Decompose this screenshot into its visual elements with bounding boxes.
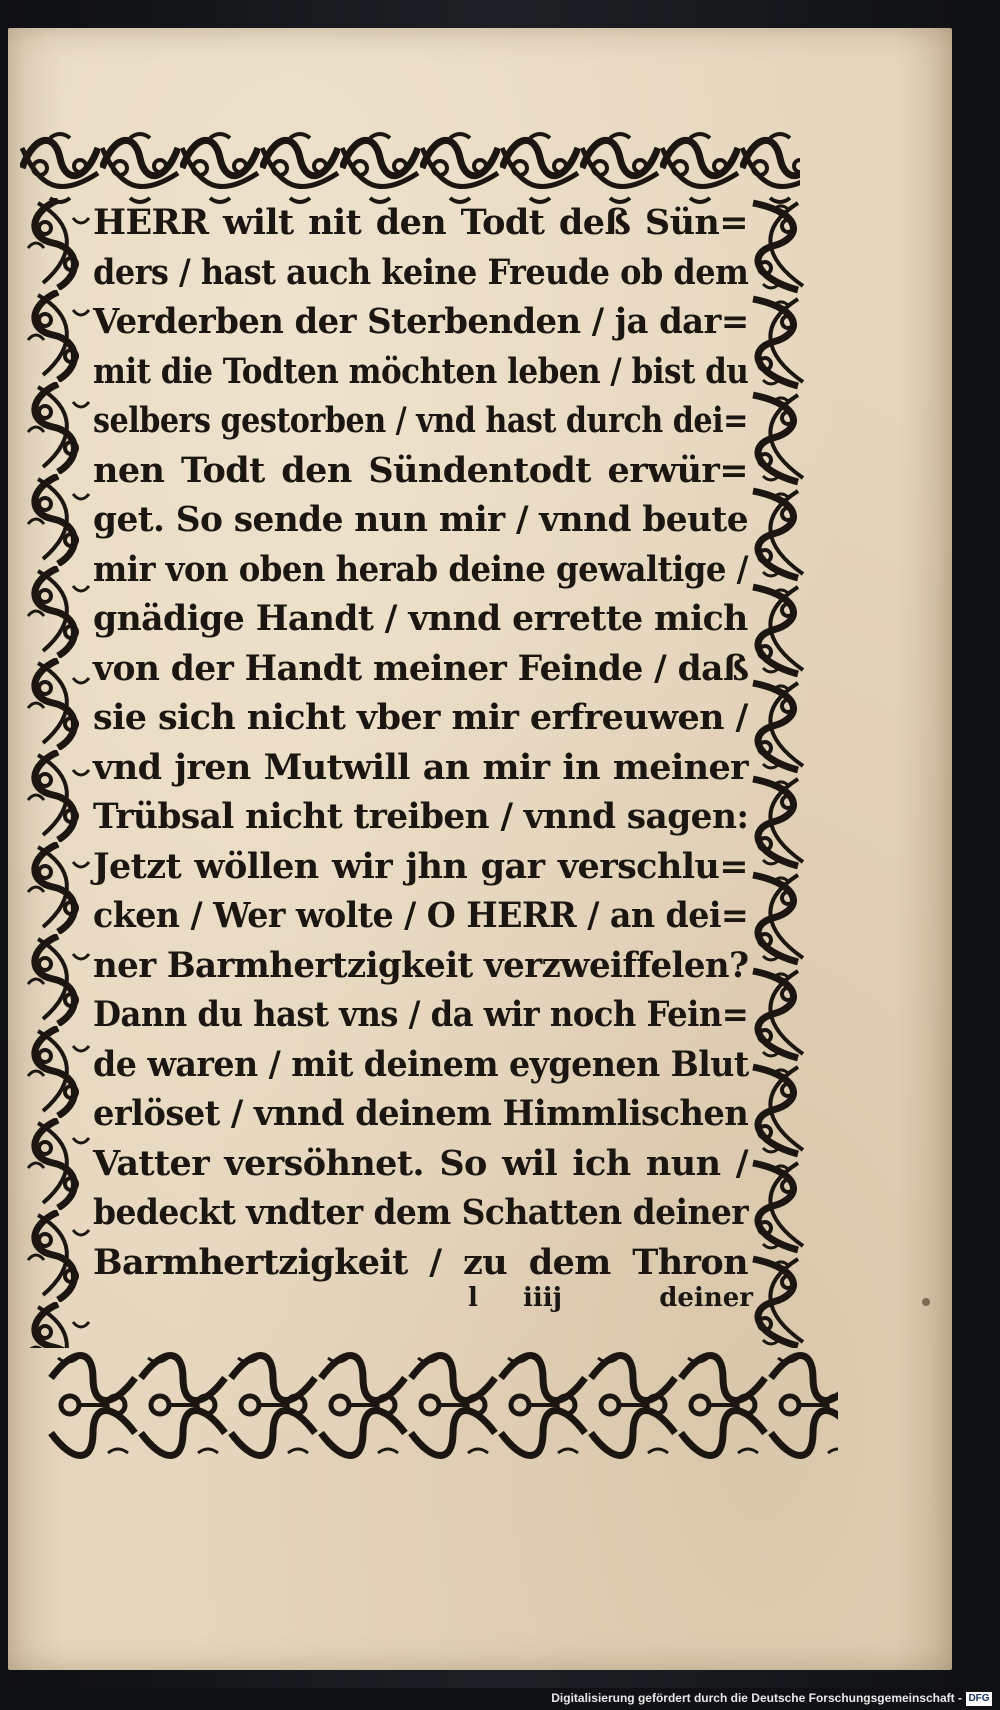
ornament-border-top xyxy=(20,128,800,208)
text-line: HERR wilt nit den Todt deß Sün= xyxy=(93,202,748,243)
book-page xyxy=(8,28,952,1670)
text-line: sie sich nicht vber mir erfreuwen / xyxy=(93,697,748,738)
page-footer xyxy=(468,1283,753,1323)
text-line: cken / Wer wolte / O HERR / an dei= xyxy=(93,895,749,936)
text-line: vnd jren Mutwill an mir in meiner xyxy=(93,746,748,788)
text-line: ders / hast auch keine Freude ob dem xyxy=(93,251,749,293)
signature-mark-number: iiij xyxy=(523,1283,563,1313)
text-block xyxy=(93,198,753,1287)
text-line: Vatter versöhnet. So wil ich nun / xyxy=(93,1142,748,1184)
signature-mark-letter: l xyxy=(468,1283,478,1313)
text-line: ner Barmhertzigkeit verzweiffelen? xyxy=(93,944,749,986)
paper-speck xyxy=(922,1298,930,1306)
text-line: gnädige Handt / vnnd errette mich xyxy=(93,598,748,639)
text-line: mit die Todten möchten leben / bist du xyxy=(93,350,749,392)
text-line: erlöset / vnnd deinem Himmlischen xyxy=(93,1093,749,1134)
text-line: selbers gestorben / vnd hast durch dei= xyxy=(93,400,748,441)
credit-bar xyxy=(0,1688,1000,1710)
ornament-border-bottom xyxy=(48,1348,838,1463)
text-line: bedeckt vndter dem Schatten deiner xyxy=(93,1192,749,1233)
text-line: Jetzt wöllen wir jhn gar verschlu= xyxy=(93,845,748,887)
dfg-logo-icon[interactable]: DFG xyxy=(966,1692,992,1706)
catchword: deiner xyxy=(659,1283,753,1313)
credit-text: Digitalisierung gefördert durch die Deutsche Forschungsgemeinschaft - xyxy=(551,1691,962,1705)
text-line: Dann du hast vns / da wir noch Fein= xyxy=(93,994,749,1035)
text-line: de waren / mit deinem eygenen Blut xyxy=(93,1043,749,1085)
ornament-border-right xyxy=(743,198,813,1348)
ornament-border-left xyxy=(23,198,93,1348)
text-line: mir von oben herab deine gewaltige / xyxy=(93,548,748,590)
text-line: get. So sende nun mir / vnnd beute xyxy=(93,499,748,540)
text-line: von der Handt meiner Feinde / daß xyxy=(93,647,749,689)
text-line: Barmhertzigkeit / zu dem Thron xyxy=(93,1241,748,1283)
text-line: nen Todt den Sündentodt erwür= xyxy=(93,449,748,491)
text-line: Verderben der Sterbenden / ja dar= xyxy=(93,301,749,342)
text-line: Trübsal nicht treiben / vnnd sagen: xyxy=(93,796,749,837)
